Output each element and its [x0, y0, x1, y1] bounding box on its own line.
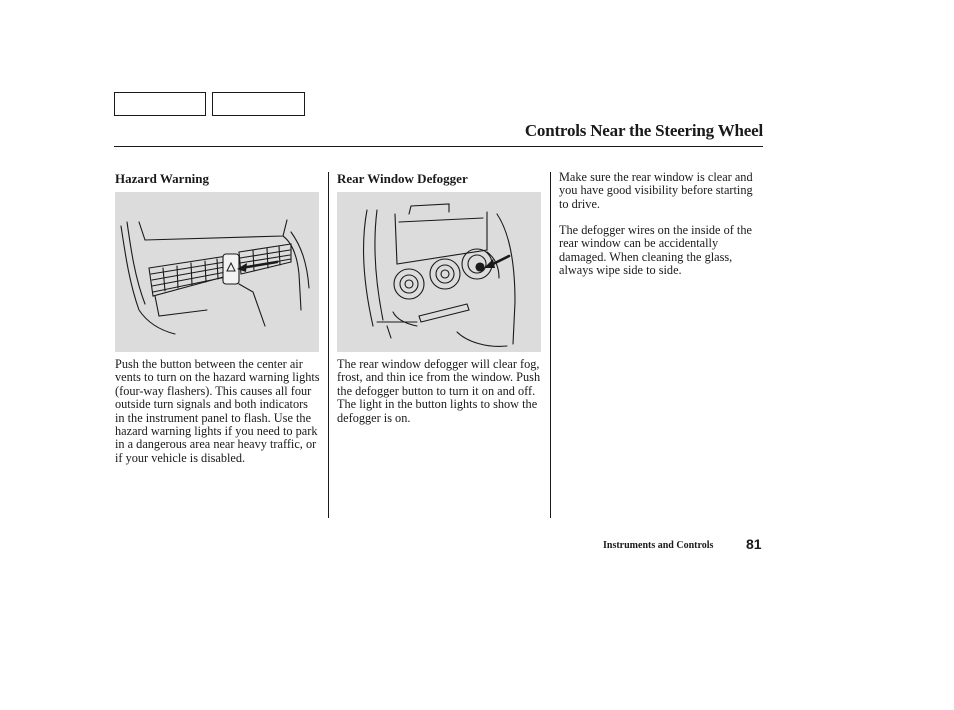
column-divider-1	[328, 172, 329, 518]
footer-section-label: Instruments and Controls	[603, 540, 714, 551]
rear-window-defogger-heading: Rear Window Defogger	[337, 171, 468, 186]
header-divider	[114, 146, 763, 147]
defogger-button-illustration	[337, 192, 541, 352]
nav-tab-1[interactable]	[114, 92, 206, 116]
page-title: Controls Near the Steering Wheel	[524, 121, 763, 140]
hazard-warning-heading: Hazard Warning	[115, 171, 210, 186]
rear-window-visibility-note: Make sure the rear window is clear and you have good visibility before starting to drive.	[559, 170, 753, 211]
column-divider-2	[550, 172, 551, 518]
hazard-button-illustration	[115, 192, 319, 352]
nav-tab-2[interactable]	[212, 92, 305, 116]
hazard-warning-body: Push the button between the center air vents to turn on the hazard warning lights (four-way flashers). This causes all four outside turn signals and both indicators in the instrument panel to flash. Use the hazard warning lights if you need to park in a dangerous area near heavy traffic, or if your vehicle is disabled.	[115, 357, 320, 465]
defogger-wires-caution-note: The defogger wires on the inside of the rear window can be accidentally damaged. When cleaning the glass, always wipe side to side.	[559, 223, 752, 278]
rear-window-defogger-body: The rear window defogger will clear fog, frost, and thin ice from the window. Push the defogger button to turn it on and off. The light in the button lights to show the defogger is on.	[337, 357, 541, 425]
page-number: 81	[746, 536, 762, 552]
